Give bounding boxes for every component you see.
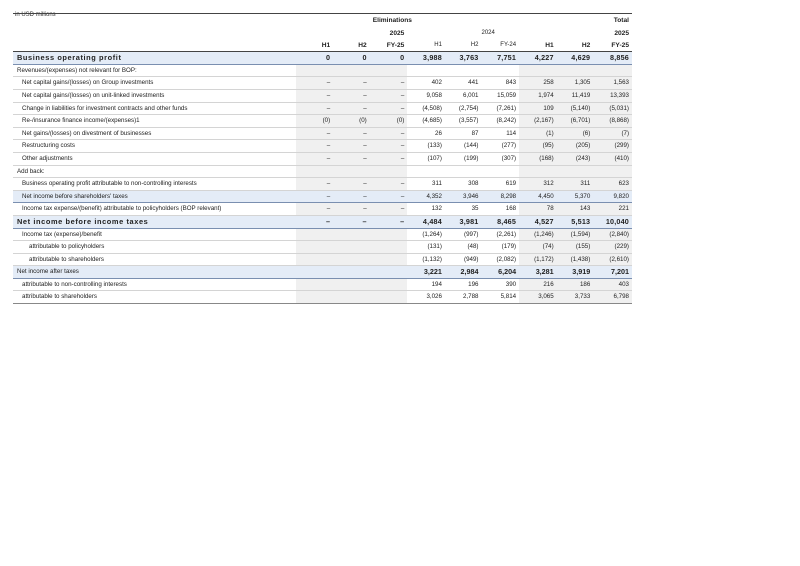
cell: (199) bbox=[445, 152, 482, 165]
cell: – bbox=[296, 190, 334, 203]
column-header: FY-25 bbox=[370, 40, 408, 52]
column-header: H1 bbox=[519, 40, 557, 52]
cell: 114 bbox=[482, 127, 520, 140]
table-row bbox=[13, 52, 632, 65]
cell: 6,204 bbox=[482, 266, 520, 279]
row-label: attributable to shareholders bbox=[13, 253, 296, 266]
cell bbox=[333, 266, 370, 279]
cell: (1,264) bbox=[407, 228, 445, 241]
cell bbox=[370, 64, 408, 77]
cell: – bbox=[370, 102, 408, 115]
cell bbox=[296, 241, 334, 254]
cell: – bbox=[370, 190, 408, 203]
cell: 5,370 bbox=[557, 190, 594, 203]
cell: – bbox=[333, 178, 370, 191]
units-note: in USD millions bbox=[15, 12, 56, 18]
cell: – bbox=[296, 215, 334, 228]
cell: – bbox=[370, 89, 408, 102]
cell bbox=[296, 64, 334, 77]
column-header: H1 bbox=[296, 40, 334, 52]
row-label: Net gains/(losses) on divestment of businesses bbox=[13, 127, 296, 140]
cell: (2,610) bbox=[593, 253, 632, 266]
cell: – bbox=[333, 152, 370, 165]
cell: 311 bbox=[557, 178, 594, 191]
cell: (205) bbox=[557, 140, 594, 153]
cell: 143 bbox=[557, 203, 594, 216]
cell: – bbox=[370, 215, 408, 228]
cell bbox=[370, 228, 408, 241]
cell: 1,563 bbox=[593, 77, 632, 90]
column-header: FY-24 bbox=[482, 40, 520, 52]
table-row bbox=[13, 278, 632, 291]
cell bbox=[370, 241, 408, 254]
cell bbox=[519, 165, 557, 178]
table-row bbox=[13, 77, 632, 90]
cell: 5,513 bbox=[557, 215, 594, 228]
table-row bbox=[13, 165, 632, 178]
cell: – bbox=[370, 152, 408, 165]
cell: 403 bbox=[593, 278, 632, 291]
row-label: Add back: bbox=[13, 165, 296, 178]
cell: – bbox=[296, 152, 334, 165]
cell: – bbox=[333, 89, 370, 102]
cell bbox=[407, 165, 445, 178]
table-row bbox=[13, 266, 632, 279]
cell: (0) bbox=[296, 115, 334, 128]
row-label: attributable to shareholders bbox=[13, 291, 296, 304]
table-row bbox=[13, 215, 632, 228]
table-row bbox=[13, 102, 632, 115]
cell: (1,246) bbox=[519, 228, 557, 241]
cell bbox=[296, 165, 334, 178]
cell: (4,508) bbox=[407, 102, 445, 115]
cell: 6,798 bbox=[593, 291, 632, 304]
row-label: Business operating profit bbox=[13, 52, 296, 65]
cell bbox=[333, 228, 370, 241]
table-row bbox=[13, 140, 632, 153]
cell: 216 bbox=[519, 278, 557, 291]
cell bbox=[445, 165, 482, 178]
cell bbox=[482, 64, 520, 77]
cell bbox=[333, 291, 370, 304]
cell bbox=[593, 165, 632, 178]
cell bbox=[407, 64, 445, 77]
table-row bbox=[13, 228, 632, 241]
row-label: Re-/insurance finance income/(expenses)1 bbox=[13, 115, 296, 128]
cell: 4,450 bbox=[519, 190, 557, 203]
cell: 7,201 bbox=[593, 266, 632, 279]
cell: 194 bbox=[407, 278, 445, 291]
cell: (0) bbox=[370, 115, 408, 128]
cell: (997) bbox=[445, 228, 482, 241]
row-label: Net income before income taxes bbox=[13, 215, 296, 228]
cell: (2,754) bbox=[445, 102, 482, 115]
cell: – bbox=[296, 127, 334, 140]
cell: – bbox=[333, 77, 370, 90]
cell: (7) bbox=[593, 127, 632, 140]
row-label: Business operating profit attributable to non-controlling interests bbox=[13, 178, 296, 191]
cell: 10,040 bbox=[593, 215, 632, 228]
table-row bbox=[13, 203, 632, 216]
cell: 15,059 bbox=[482, 89, 520, 102]
cell: – bbox=[333, 102, 370, 115]
column-header: H2 bbox=[557, 40, 594, 52]
cell: 3,281 bbox=[519, 266, 557, 279]
cell: 0 bbox=[296, 52, 334, 65]
cell bbox=[593, 64, 632, 77]
cell: 623 bbox=[593, 178, 632, 191]
row-label: Change in liabilities for investment contracts and other funds bbox=[13, 102, 296, 115]
cell: 258 bbox=[519, 77, 557, 90]
year-header: 2025 bbox=[389, 30, 405, 37]
cell: 196 bbox=[445, 278, 482, 291]
cell: – bbox=[296, 77, 334, 90]
cell bbox=[333, 165, 370, 178]
cell: 441 bbox=[445, 77, 482, 90]
cell bbox=[333, 253, 370, 266]
cell bbox=[333, 241, 370, 254]
cell bbox=[557, 64, 594, 77]
cell: 168 bbox=[482, 203, 520, 216]
cell bbox=[370, 266, 408, 279]
table-row bbox=[13, 291, 632, 304]
cell bbox=[519, 64, 557, 77]
cell: (299) bbox=[593, 140, 632, 153]
cell: – bbox=[333, 203, 370, 216]
cell: 8,298 bbox=[482, 190, 520, 203]
cell bbox=[370, 291, 408, 304]
cell: – bbox=[296, 178, 334, 191]
cell: 87 bbox=[445, 127, 482, 140]
cell: (1,594) bbox=[557, 228, 594, 241]
cell: – bbox=[296, 203, 334, 216]
cell bbox=[333, 278, 370, 291]
cell: 2,984 bbox=[445, 266, 482, 279]
cell: 3,981 bbox=[445, 215, 482, 228]
row-label: Income tax expense/(benefit) attributable to policyholders (BOP relevant) bbox=[13, 203, 296, 216]
cell: (2,167) bbox=[519, 115, 557, 128]
row-label: Other adjustments bbox=[13, 152, 296, 165]
cell: (133) bbox=[407, 140, 445, 153]
cell: – bbox=[333, 190, 370, 203]
group-eliminations-header: Eliminations bbox=[372, 17, 412, 24]
cell: – bbox=[296, 140, 334, 153]
cell: (131) bbox=[407, 241, 445, 254]
cell: (307) bbox=[482, 152, 520, 165]
year-header: 2024 bbox=[481, 30, 495, 36]
cell: 9,058 bbox=[407, 89, 445, 102]
cell: – bbox=[370, 140, 408, 153]
cell: (168) bbox=[519, 152, 557, 165]
cell: 390 bbox=[482, 278, 520, 291]
table-row bbox=[13, 190, 632, 203]
table-row bbox=[13, 253, 632, 266]
cell: 312 bbox=[519, 178, 557, 191]
cell: 3,946 bbox=[445, 190, 482, 203]
cell: (74) bbox=[519, 241, 557, 254]
cell: 8,856 bbox=[593, 52, 632, 65]
column-header: H1 bbox=[407, 40, 445, 52]
cell: 109 bbox=[519, 102, 557, 115]
year-header: 2025 bbox=[614, 30, 629, 37]
cell: 2,788 bbox=[445, 291, 482, 304]
table-row bbox=[13, 115, 632, 128]
cell: (1) bbox=[519, 127, 557, 140]
cell: – bbox=[333, 127, 370, 140]
table-row bbox=[13, 64, 632, 77]
row-label: Income tax (expense)/benefit bbox=[13, 228, 296, 241]
cell bbox=[370, 253, 408, 266]
cell: 4,527 bbox=[519, 215, 557, 228]
cell: (5,140) bbox=[557, 102, 594, 115]
cell: 7,751 bbox=[482, 52, 520, 65]
cell: 3,988 bbox=[407, 52, 445, 65]
cell: – bbox=[296, 102, 334, 115]
table-row bbox=[13, 241, 632, 254]
cell: 619 bbox=[482, 178, 520, 191]
cell: 186 bbox=[557, 278, 594, 291]
cell: – bbox=[370, 127, 408, 140]
group-total-header: Total bbox=[613, 17, 629, 24]
table-row bbox=[13, 89, 632, 102]
cell: 9,820 bbox=[593, 190, 632, 203]
row-label: Net income after taxes bbox=[13, 266, 296, 279]
cell: (6) bbox=[557, 127, 594, 140]
table-row bbox=[13, 152, 632, 165]
cell: (0) bbox=[333, 115, 370, 128]
column-header: H2 bbox=[445, 40, 482, 52]
cell: 4,484 bbox=[407, 215, 445, 228]
cell: 308 bbox=[445, 178, 482, 191]
cell: (179) bbox=[482, 241, 520, 254]
cell bbox=[296, 253, 334, 266]
cell: 3,026 bbox=[407, 291, 445, 304]
cell: – bbox=[370, 203, 408, 216]
cell: 35 bbox=[445, 203, 482, 216]
cell bbox=[296, 266, 334, 279]
cell: – bbox=[333, 215, 370, 228]
cell: (95) bbox=[519, 140, 557, 153]
row-label: Net capital gains/(losses) on unit-linked investments bbox=[13, 89, 296, 102]
cell: 132 bbox=[407, 203, 445, 216]
cell: 0 bbox=[370, 52, 408, 65]
cell: 3,763 bbox=[445, 52, 482, 65]
cell: (7,261) bbox=[482, 102, 520, 115]
cell bbox=[296, 291, 334, 304]
cell bbox=[482, 165, 520, 178]
cell: (2,840) bbox=[593, 228, 632, 241]
cell bbox=[333, 64, 370, 77]
cell: (1,172) bbox=[519, 253, 557, 266]
cell: 6,001 bbox=[445, 89, 482, 102]
table-row bbox=[13, 127, 632, 140]
cell bbox=[445, 64, 482, 77]
row-label: Net income before shareholders' taxes bbox=[13, 190, 296, 203]
cell: (949) bbox=[445, 253, 482, 266]
column-header: FY-25 bbox=[593, 40, 632, 52]
cell: (5,031) bbox=[593, 102, 632, 115]
cell bbox=[370, 165, 408, 178]
cell: (4,685) bbox=[407, 115, 445, 128]
table-row bbox=[13, 178, 632, 191]
cell: (1,132) bbox=[407, 253, 445, 266]
cell: 3,065 bbox=[519, 291, 557, 304]
cell: (2,261) bbox=[482, 228, 520, 241]
cell: 78 bbox=[519, 203, 557, 216]
cell bbox=[370, 278, 408, 291]
cell: 4,629 bbox=[557, 52, 594, 65]
cell bbox=[296, 228, 334, 241]
row-label: Net capital gains/(losses) on Group investments bbox=[13, 77, 296, 90]
cell: 0 bbox=[333, 52, 370, 65]
cell: 3,221 bbox=[407, 266, 445, 279]
cell: (107) bbox=[407, 152, 445, 165]
cell: 5,814 bbox=[482, 291, 520, 304]
cell: (144) bbox=[445, 140, 482, 153]
cell: 4,227 bbox=[519, 52, 557, 65]
cell: 1,974 bbox=[519, 89, 557, 102]
row-label: Revenues/(expenses) not relevant for BOP: bbox=[13, 64, 296, 77]
cell: – bbox=[370, 77, 408, 90]
cell: (3,557) bbox=[445, 115, 482, 128]
cell: 3,919 bbox=[557, 266, 594, 279]
cell: – bbox=[296, 89, 334, 102]
cell: 11,419 bbox=[557, 89, 594, 102]
cell: – bbox=[370, 178, 408, 191]
cell bbox=[557, 165, 594, 178]
cell: (410) bbox=[593, 152, 632, 165]
cell: 843 bbox=[482, 77, 520, 90]
row-label: Restructuring costs bbox=[13, 140, 296, 153]
cell: 311 bbox=[407, 178, 445, 191]
cell: 8,465 bbox=[482, 215, 520, 228]
cell: 4,352 bbox=[407, 190, 445, 203]
cell: 1,305 bbox=[557, 77, 594, 90]
cell: 402 bbox=[407, 77, 445, 90]
cell: (8,868) bbox=[593, 115, 632, 128]
cell: (243) bbox=[557, 152, 594, 165]
cell: – bbox=[333, 140, 370, 153]
financial-table bbox=[13, 13, 632, 304]
cell: 3,733 bbox=[557, 291, 594, 304]
cell: 26 bbox=[407, 127, 445, 140]
cell: (6,701) bbox=[557, 115, 594, 128]
cell: 221 bbox=[593, 203, 632, 216]
cell: (48) bbox=[445, 241, 482, 254]
cell: 13,393 bbox=[593, 89, 632, 102]
row-label: attributable to policyholders bbox=[13, 241, 296, 254]
cell: (1,438) bbox=[557, 253, 594, 266]
row-label: attributable to non-controlling interests bbox=[13, 278, 296, 291]
cell: (2,082) bbox=[482, 253, 520, 266]
column-header: H2 bbox=[333, 40, 370, 52]
cell: (229) bbox=[593, 241, 632, 254]
cell bbox=[296, 278, 334, 291]
cell: (277) bbox=[482, 140, 520, 153]
cell: (155) bbox=[557, 241, 594, 254]
cell: (8,242) bbox=[482, 115, 520, 128]
